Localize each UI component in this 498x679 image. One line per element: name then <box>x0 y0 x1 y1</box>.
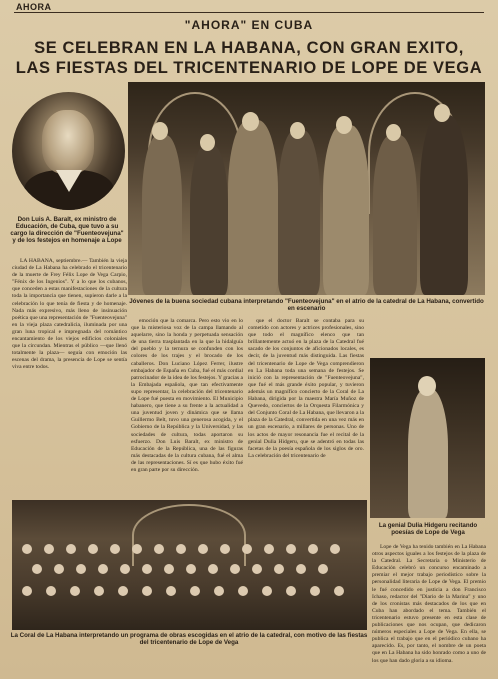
choir-singer <box>214 586 224 596</box>
portrait-face <box>42 110 94 174</box>
performer-figure <box>142 135 182 295</box>
choir-singer <box>164 564 174 574</box>
performer-figure <box>278 130 320 295</box>
choir-singer <box>118 586 128 596</box>
choir-singer <box>198 544 208 554</box>
portrait-photo <box>12 92 125 210</box>
choir-singer <box>132 544 142 554</box>
performer-figure <box>228 120 278 295</box>
choir-singer <box>66 544 76 554</box>
choir-singer <box>32 564 42 574</box>
choir-row <box>22 586 357 600</box>
performer-head <box>152 122 168 140</box>
choir-singer <box>22 586 32 596</box>
choir-singer <box>44 544 54 554</box>
choir-row <box>22 544 357 558</box>
article-text: Lope de Vega ha tenido también en La Habana otros aspectos iguales a los festejos de la plaza de la Catedral. La Secretaría o Ministerio de Educación celebró un concurso encaminado a premiar el mejor trabajo periodístico sobre la personalidad literaria de Lope de Vega. El premio le fué concedido en justicia a don Francisco Ichaso, redactor del "Diario de la Marina" y uno de los cronistas más destacados de los que en Cuba han abordado el tema. También el tricentenario estuvo presente en esta clase de publicaciones que nos ocupan, que dedicaron números especiales a Lope de Vega. En ella, se publica el trabajo que en el periódico cubano ha aparecido. Es, por tanto, el nombre de un poeta que en La Habana ha sido honrado como a uno de los que han dado gloria a su idioma. <box>372 544 486 664</box>
choir-singer <box>154 544 164 554</box>
reciter-photo <box>370 358 485 518</box>
choir-singer <box>176 544 186 554</box>
article-text: LA HABANA, septiembre.— También la vieja ciudad de La Habana ha celebrado el tricentenario de la muerte de Frey Félix Lope de Vega Carpio, "Fénix de los Ingenios". Y a lo que los cubanos, que conceden a estas manifestaciones de la cultura toda la importancia que tienen, supieron darle a la celebración lo que tenía de fiesta y de homenaje. Nada más expresivo, más lleno de insinuación poética que una representación de "Fuenteovejuna" en la vieja plaza catedralicia, iluminada por una gran luna tropical e impregnada del romántico encantamiento de los viejos edificios coloniales que la circundan. Mientras el público —que llenó totalmente la plaza— seguía con emoción las escenas del drama, la presencia de Lope se sentía viva entre todos. <box>12 258 127 371</box>
choir-singer <box>296 564 306 574</box>
choir-singer <box>264 544 274 554</box>
choir-singer <box>334 586 344 596</box>
choir-photo <box>12 500 367 630</box>
choir-singer <box>230 564 240 574</box>
choir-singer <box>242 544 252 554</box>
choir-singer <box>208 564 218 574</box>
reciter-head <box>418 376 436 396</box>
choir-singer <box>252 564 262 574</box>
stage-caption: Jóvenes de la buena sociedad cubana interpretando "Fuenteovejuna" en el atrio de la catedral de La Habana, convertido en escenario <box>129 298 484 312</box>
performer-figure <box>323 125 369 295</box>
choir-singer <box>238 586 248 596</box>
header-rule <box>14 12 484 13</box>
article-text: emoción que la comarca. Pero esto vio en lo que la misteriosa voz de la campa llamando al aquelarre, sino la honda y perpetuada sensación de una tierra trasplantada en la que la hidalguía del pueblo y la ternura se confunden con los colores de los trajes y el brocado de los caballeros. Don Luciano López Ferrer, ilustre embajador de España en Cuba, fué el más cordial patrocinador de la idea de los festejos. Y gracias a la Embajada española, que tan efectivamente supo representar, la celebración del tricentenario de Lope fué puesta en movimiento. El Municipio habanero, que tiene a su frente a la actualidad a una juventud joven y dinámica que se llama Guillermo Belt, tuvo una generosa acogida, y el Gobierno de la República y la Universidad, y las sociedades de cultura, todas aportaron su esfuerzo. Don Luis Baralt, ex ministro de Educación de la República, una de las figuras más destacadas de la cultura cubana, fué el alma de las representaciones. Sí es que hubo éxito fué en gran parte por su dirección. <box>131 318 243 473</box>
stage-photo <box>128 82 485 295</box>
reciter-figure <box>408 388 448 518</box>
choir-singer <box>166 586 176 596</box>
choir-singer <box>98 564 108 574</box>
article-column-1 <box>12 258 127 498</box>
choir-singer <box>94 586 104 596</box>
headline-line-1: SE CELEBRAN EN LA HABANA, CON GRAN EXITO, <box>34 39 464 57</box>
choir-singer <box>22 544 32 554</box>
choir-singer <box>274 564 284 574</box>
choir-singer <box>330 544 340 554</box>
performer-head <box>290 122 305 139</box>
performer-head <box>200 134 215 151</box>
choir-singer <box>186 564 196 574</box>
choir-singer <box>286 544 296 554</box>
reciter-caption: La genial Dulia Hidgeru recitando poesías de Lope de Vega <box>378 522 478 536</box>
choir-singer <box>120 564 130 574</box>
choir-singer <box>46 586 56 596</box>
article-column-2 <box>131 318 243 498</box>
choir-singer <box>110 544 120 554</box>
performer-head <box>336 116 352 134</box>
choir-singer <box>308 544 318 554</box>
choir-singer <box>310 586 320 596</box>
choir-singer <box>142 564 152 574</box>
article-text: que el doctor Baralt se contaba para su cometido con actores y actrices profesionales, sino que todo el magnífico elenco que tan brillantemente actuó en la plaza de la Catedral fué sacado de los conjuntos de aficionados locales, es decir, de la juventud más distinguida. Las fiestas del tricentenario de Lope de Vega comprendieron en La Habana toda una semana de festejos. Se inició con la representación de "Fuenteovejuna", que fué el más grande éxito popular, y tuvieron además un magnífico concierto de la Coral de La Habana, dirigida por la maestra María Muñoz de Quevedo, conciertos de la Orquesta Filarmónica y del Conjunto Coral de La Habana, que llevaron a la plaza de la Catedral, convertida en una vez más en un gran escenario, a millares de personas. Uno de los actos de mayor resonancia fue el recital de la genial Dulia Hidgeru, que se adentró en todas las facetas de la poesía española de los siglos de oro. La celebración del tricentenario de <box>248 318 364 459</box>
choir-singer <box>88 544 98 554</box>
article-column-4 <box>372 544 486 672</box>
performer-figure <box>420 115 468 295</box>
choir-singer <box>220 544 230 554</box>
performer-head <box>242 112 259 131</box>
choir-singer <box>76 564 86 574</box>
masthead: AHORA <box>16 2 52 12</box>
choir-singer <box>70 586 80 596</box>
choir-singer <box>286 586 296 596</box>
article-column-3 <box>248 318 364 498</box>
choir-singer <box>318 564 328 574</box>
choir-row <box>22 564 357 578</box>
performer-head <box>386 124 401 141</box>
choir-singer <box>190 586 200 596</box>
headline-line-2: LAS FIESTAS DEL TRICENTENARIO DE LOPE DE VEGA <box>15 59 483 77</box>
portrait-caption: Don Luis A. Baralt, ex ministro de Educación, de Cuba, que tuvo a su cargo la dirección de "Fuenteovejuna" y de los festejos en homenaje a Lope <box>10 216 124 244</box>
choir-caption: La Coral de La Habana interpretando un programa de obras escogidas en el atrio de la catedral, con motivo de las fiestas del tricentenario de Lope de Vega <box>10 632 368 646</box>
choir-singer <box>262 586 272 596</box>
choir-singer <box>142 586 152 596</box>
section-title: "AHORA" EN CUBA <box>184 18 314 32</box>
choir-singer <box>54 564 64 574</box>
performer-head <box>434 104 450 122</box>
performer-figure <box>190 145 228 295</box>
performer-figure <box>373 135 417 295</box>
